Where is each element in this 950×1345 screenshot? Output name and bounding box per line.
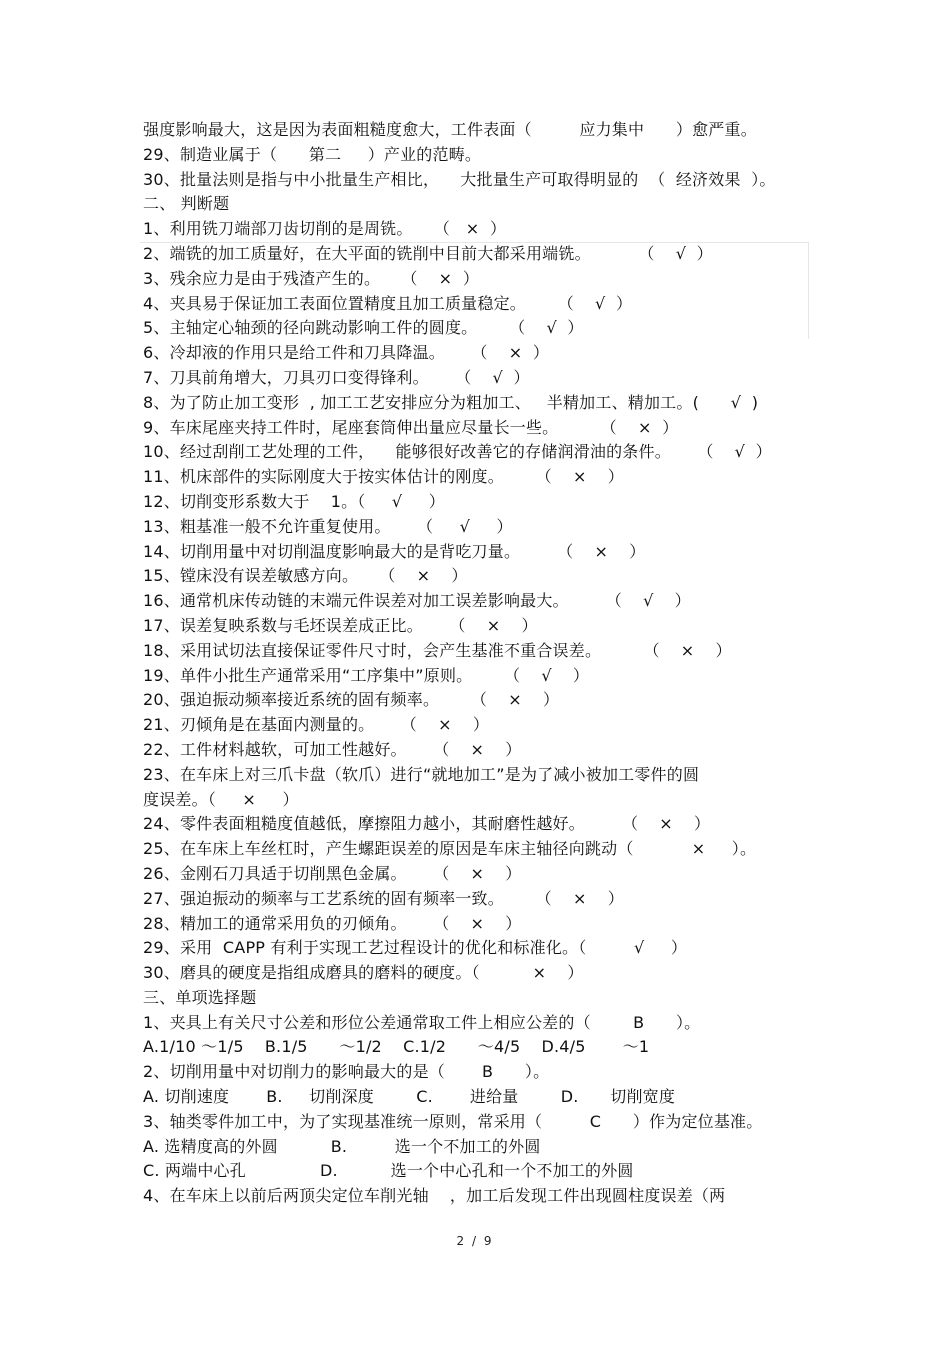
text-line: 12、切削变形系数大于 1。（ √ ） [143,491,445,511]
text-line: 19、单件小批生产通常采用“工序集中”原则。 （ √ ） [143,665,590,685]
text-line: 13、粗基准一般不允许重复使用。 （ √ ） [143,516,513,536]
text-line: 20、强迫振动频率接近系统的固有频率。 （ × ） [143,690,560,710]
text-line: 28、精加工的通常采用负的刃倾角。 （ × ） [143,913,522,933]
text-line: 15、镗床没有误差敏感方向。 （ × ） [143,566,468,586]
text-line: A. 切削速度 B. 切削深度 C. 进给量 D. 切削宽度 [143,1087,676,1107]
text-line: 24、零件表面粗糙度值越低，摩擦阻力越小，其耐磨性越好。 （ × ） [143,814,711,834]
text-line: 1、利用铣刀端部刀齿切削的是周铣。 （ × ） [143,219,507,239]
text-line: 10、经过刮削工艺处理的工件， 能够很好改善它的存储润滑油的条件。 （ √ ） [143,442,772,462]
text-line: 30、批量法则是指与中小批量生产相比， 大批量生产可取得明显的 （ 经济效果 ）。 [143,169,776,189]
text-line: 3、轴类零件加工中，为了实现基准统一原则，常采用（ C ）作为定位基准。 [143,1111,763,1131]
text-line: 5、主轴定心轴颈的径向跳动影响工件的圆度。 （ √ ） [143,318,584,338]
text-line: 2、切削用量中对切削力的影响最大的是（ B ）。 [143,1062,550,1082]
text-line: 11、机床部件的实际刚度大于按实体估计的刚度。 （ × ） [143,467,624,487]
text-line: 29、采用 CAPP 有利于实现工艺过程设计的优化和标准化。（ √ ） [143,938,688,958]
text-line: 三、单项选择题 [143,987,257,1007]
text-line: 27、强迫振动的频率与工艺系统的固有频率一致。 （ × ） [143,888,624,908]
text-line: 8、为了防止加工变形 , 加工工艺安排应分为粗加工、 半精加工、精加工。( √ ) [143,392,759,412]
page-number: 2 / 9 [456,1234,494,1248]
text-line: 14、切削用量中对切削温度影响最大的是背吃刀量。 （ × ） [143,541,646,561]
text-line: 3、残余应力是由于残渣产生的。 （ × ） [143,268,480,288]
text-line: 26、金刚石刀具适于切削黑色金属。 （ × ） [143,863,522,883]
text-line: 强度影响最大，这是因为表面粗糙度愈大，工件表面（ 应力集中 ）愈严重。 [143,120,757,139]
text-line: 4、在车床上以前后两顶尖定位车削光轴 ，加工后发现工件出现圆柱度误差（两 [143,1186,726,1206]
text-line: 2、端铣的加工质量好，在大平面的铣削中目前大都采用端铣。 （ √ ） [143,243,713,263]
text-line: 21、刃倾角是在基面内测量的。 （ × ） [143,715,490,735]
text-line: 7、刀具前角增大，刀具刃口变得锋利。 （ √ ） [143,367,530,387]
text-line: 22、工件材料越软，可加工性越好。 （ × ） [143,739,522,759]
text-line: A.1/10 ～1/5 B.1/5 ～1/2 C.1/2 ～4/5 D.4/5 ～1 [143,1037,650,1057]
text-line: A. 选精度高的外圆 B. 选一个不加工的外圆 [143,1136,541,1156]
text-body [143,118,843,1209]
text-line: 1、夹具上有关尺寸公差和形位公差通常取工件上相应公差的（ B ）。 [143,1012,701,1032]
text-line: C. 两端中心孔 D. 选一个中心孔和一个不加工的外圆 [143,1161,634,1181]
text-line: 4、夹具易于保证加工表面位置精度且加工质量稳定。 （ √ ） [143,293,633,313]
text-line: 30、磨具的硬度是指组成磨具的磨料的硬度。（ × ） [143,963,584,983]
text-line: 9、车床尾座夹持工件时，尾座套筒伸出量应尽量长一些。 （ × ） [143,417,679,437]
text-line: 29、制造业属于（ 第二 ）产业的范畴。 [143,144,482,164]
text-line: 6、冷却液的作用只是给工件和刀具降温。 （ × ） [143,343,550,363]
text-line: 16、通常机床传动链的末端元件误差对加工误差影响最大。 （ √ ） [143,591,691,611]
text-line: 17、误差复映系数与毛坯误差成正比。 （ × ） [143,615,538,635]
text-line: 18、采用试切法直接保证零件尺寸时，会产生基准不重合误差。 （ × ） [143,640,732,660]
text-line: 二、 判断题 [143,194,230,214]
text-line: 25、在车床上车丝杠时，产生螺距误差的原因是车床主轴径向跳动（ × ）。 [143,839,757,859]
text-line: 度误差。（ × ） [143,789,299,809]
text-line: 23、在车床上对三爪卡盘（软爪）进行“就地加工”是为了减小被加工零件的圆 [143,764,700,784]
